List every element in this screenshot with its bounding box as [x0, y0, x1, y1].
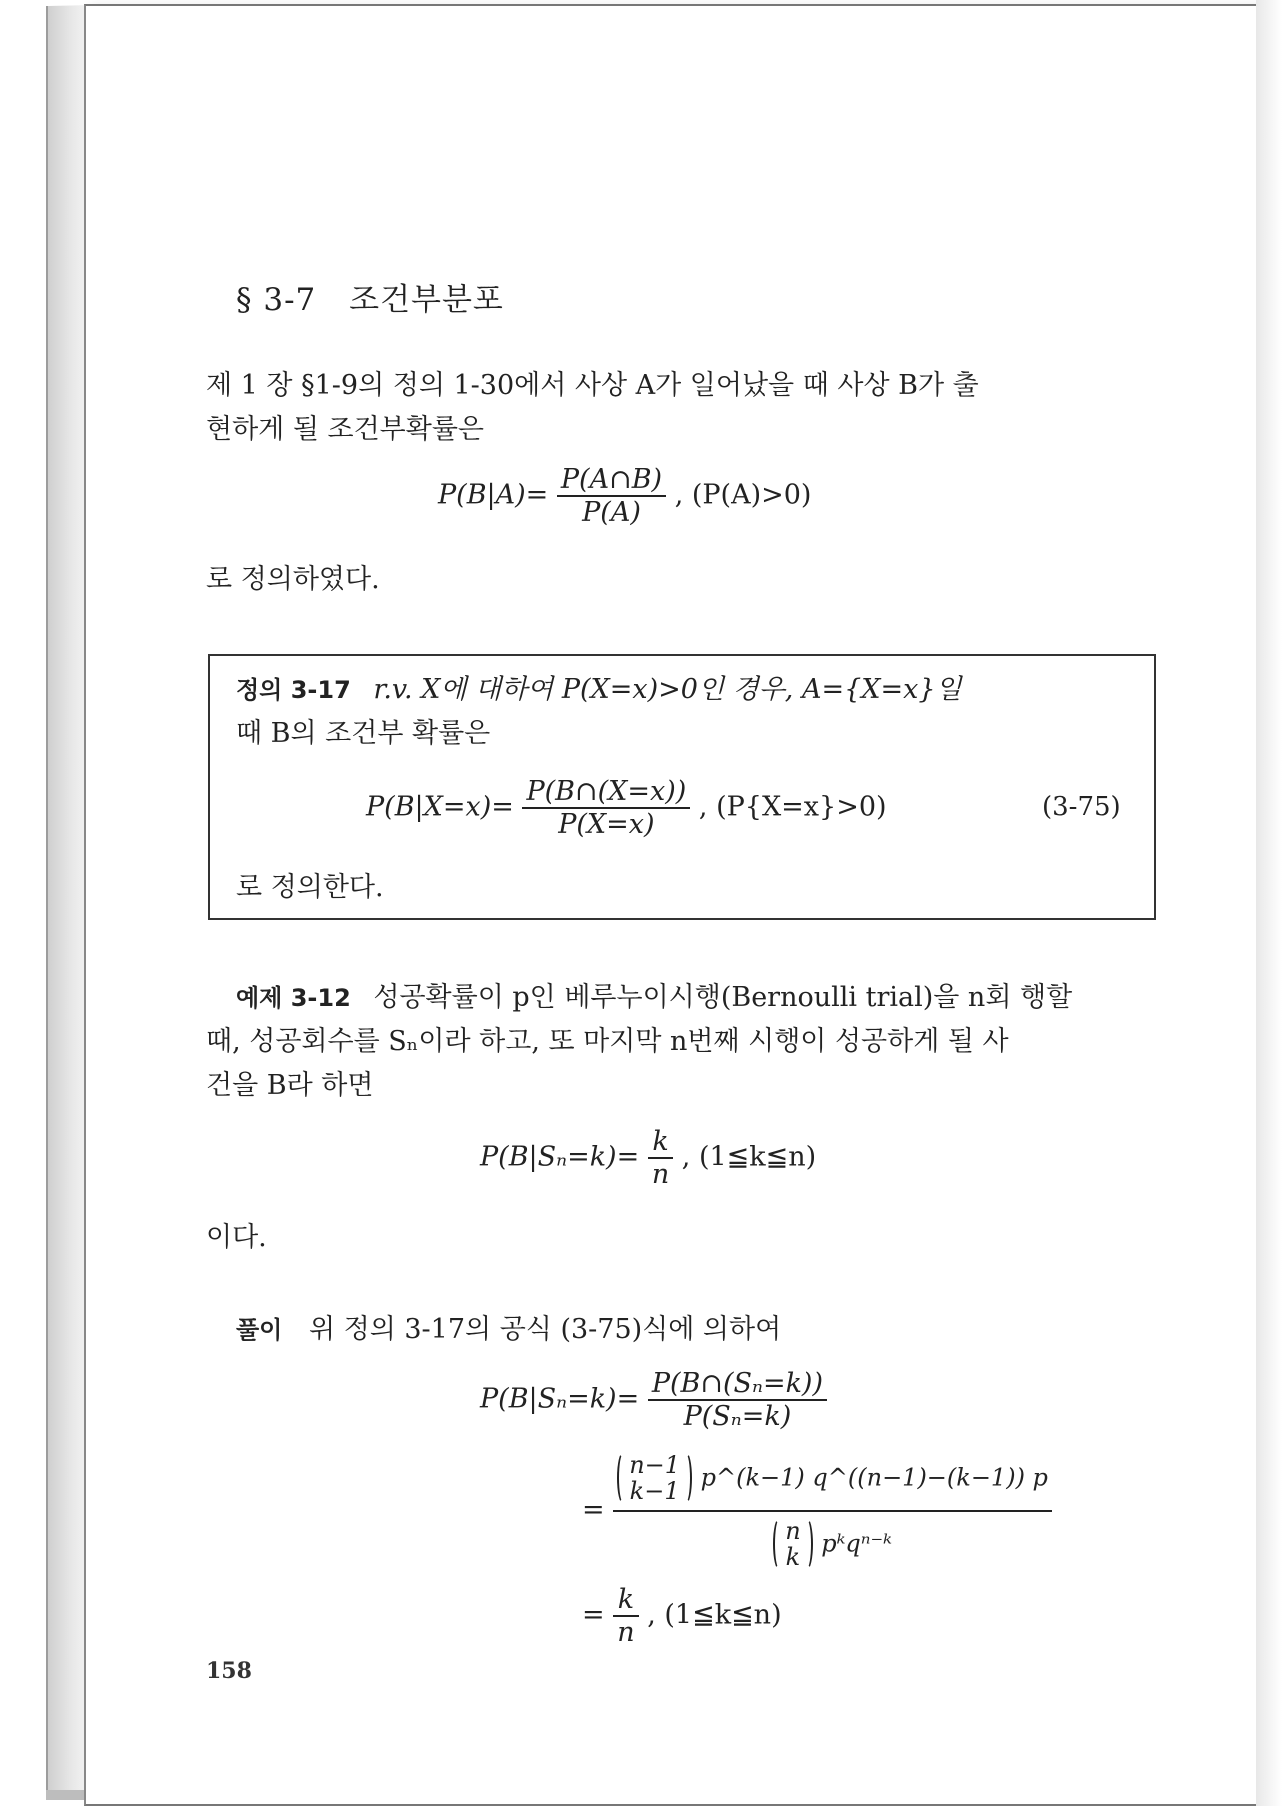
example-line-1-text: 성공확률이 p인 베루누이시행(Bernoulli trial)을 n회 행할 [373, 982, 1073, 1013]
definition-label: 정의 3-17 [236, 676, 351, 704]
solution-step-1-denominator: P(Sₙ=k) [648, 1399, 827, 1432]
example-line-1 [236, 976, 1072, 1020]
example-line-3: 건을 B라 하면 [206, 1070, 374, 1101]
solution-step-2-binom-bottom: k−1 [629, 1477, 680, 1505]
book-spine [46, 5, 88, 1800]
definition-formula-fraction [522, 776, 690, 840]
solution-step-1-lhs: P(B|Sₙ=k)= [480, 1383, 640, 1415]
definition-formula-denominator: P(X=x) [522, 807, 690, 840]
example-formula [480, 1126, 816, 1190]
solution-step-2-den-binomial [773, 1518, 812, 1570]
solution-step-1 [480, 1368, 827, 1432]
solution-step-2-binom-top: n−1 [629, 1451, 681, 1479]
intro-line-1: 제 1 장 §1-9의 정의 1-30에서 사상 A가 일어났을 때 사상 B가 출 [206, 370, 979, 401]
solution-label: 풀이 [236, 1316, 283, 1344]
section-heading [236, 274, 504, 319]
definition-closing: 로 정의한다. [236, 872, 384, 903]
solution-step-2-equals: = [582, 1494, 605, 1526]
solution-step-3-fraction [613, 1584, 638, 1648]
solution-line-1 [236, 1308, 781, 1352]
solution-step-2-numerator [613, 1452, 1052, 1510]
solution-step-2-fraction [613, 1452, 1052, 1570]
page-shadow [1256, 0, 1282, 1806]
solution-step-2-denominator [613, 1510, 1052, 1570]
intro-closing: 로 정의하였다. [206, 564, 380, 595]
section-title: 조건부분포 [349, 282, 504, 318]
example-formula-denominator: n [648, 1157, 673, 1190]
solution-step-2-den-binom-top: n [785, 1517, 801, 1545]
solution-step-2-numerator-rest: p^(k−1) q^((n−1)−(k−1)) p [700, 1463, 1048, 1492]
solution-line-1-text: 위 정의 3-17의 공식 (3-75)식에 의하여 [308, 1314, 782, 1345]
page-number: 158 [206, 1658, 252, 1684]
solution-step-3-condition: , (1≦k≦n) [647, 1599, 782, 1631]
intro-line-2: 현하게 될 조건부확률은 [206, 414, 484, 445]
intro-formula-condition: , (P(A)>0) [674, 479, 812, 511]
example-formula-lhs: P(B|Sₙ=k)= [480, 1141, 640, 1173]
intro-formula-denominator: P(A) [557, 495, 666, 528]
book-spine-edge [46, 1790, 86, 1800]
example-label: 예제 3-12 [236, 984, 351, 1012]
example-closing: 이다. [206, 1222, 267, 1253]
solution-step-1-fraction [648, 1368, 827, 1432]
intro-formula-numerator: P(A∩B) [560, 464, 663, 495]
section-number: § 3-7 [236, 282, 317, 318]
solution-step-3-numerator: k [617, 1584, 635, 1615]
solution-step-2 [582, 1452, 1052, 1570]
example-line-2: 때, 성공회수를 Sₙ이라 하고, 또 마지막 n번째 시행이 성공하게 될 사 [206, 1026, 1009, 1057]
definition-line-1-text: r.v. X에 대하여 P(X=x)>0인 경우, A={X=x}일 [373, 674, 962, 705]
example-formula-fraction [648, 1126, 673, 1190]
solution-step-2-denominator-rest: pᵏqⁿ⁻ᵏ [821, 1529, 892, 1558]
definition-line-1 [236, 668, 962, 712]
definition-formula [366, 776, 887, 840]
solution-step-3 [582, 1584, 782, 1648]
example-formula-numerator: k [652, 1126, 669, 1157]
solution-step-3-denominator: n [613, 1615, 638, 1648]
definition-formula-condition: , (P{X=x}>0) [698, 791, 887, 823]
equation-number: (3-75) [1042, 792, 1121, 822]
solution-step-2-binomial [617, 1452, 692, 1504]
solution-step-2-den-binom-bottom: k [785, 1543, 801, 1571]
solution-step-1-numerator: P(B∩(Sₙ=k)) [651, 1368, 824, 1399]
definition-line-2: 때 B의 조건부 확률은 [236, 718, 491, 749]
intro-formula [438, 464, 811, 528]
definition-formula-lhs: P(B|X=x)= [366, 791, 514, 823]
intro-formula-lhs: P(B|A)= [438, 479, 549, 511]
solution-step-3-equals: = [582, 1599, 605, 1631]
intro-formula-fraction [557, 464, 666, 528]
example-formula-condition: , (1≦k≦n) [681, 1141, 817, 1173]
definition-formula-numerator: P(B∩(X=x)) [526, 776, 687, 807]
